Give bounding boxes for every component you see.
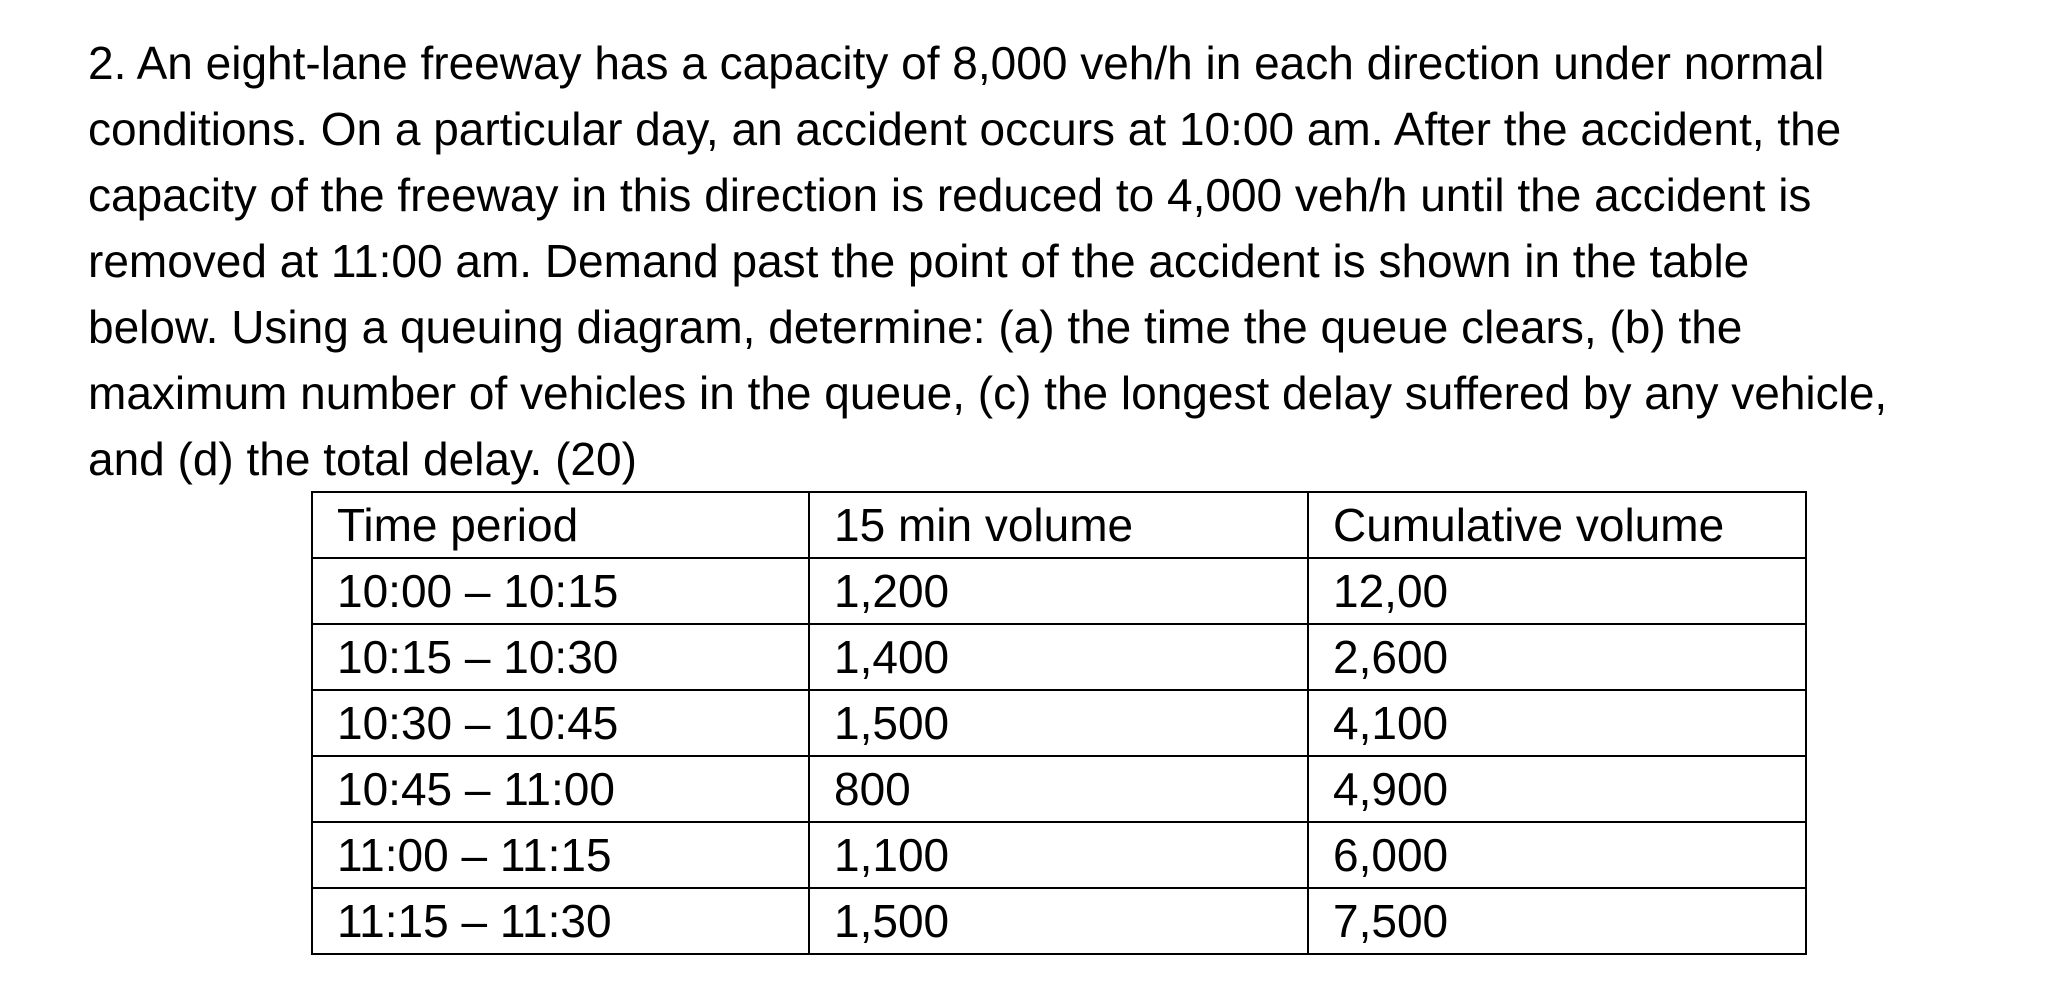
cell-15-min-volume: 800 <box>809 756 1308 822</box>
cell-15-min-volume: 1,400 <box>809 624 1308 690</box>
cell-cumulative-volume: 12,00 <box>1308 558 1806 624</box>
problem-line: maximum number of vehicles in the queue, (c) the longest delay suffered by any vehicle, <box>88 367 1888 419</box>
problem-line: and (d) the total delay. (20) <box>88 433 637 485</box>
cell-time-period: 10:45 – 11:00 <box>312 756 809 822</box>
table-row <box>312 888 1806 954</box>
cell-cumulative-volume: 7,500 <box>1308 888 1806 954</box>
demand-table <box>311 491 1807 955</box>
cell-time-period: 11:00 – 11:15 <box>312 822 809 888</box>
problem-statement <box>88 30 2038 492</box>
cell-time-period: 11:15 – 11:30 <box>312 888 809 954</box>
cell-time-period: 10:30 – 10:45 <box>312 690 809 756</box>
table-row <box>312 690 1806 756</box>
table-row <box>312 822 1806 888</box>
header-15-min-volume: 15 min volume <box>809 492 1308 558</box>
table-row <box>312 756 1806 822</box>
cell-15-min-volume: 1,200 <box>809 558 1308 624</box>
header-cumulative-volume: Cumulative volume <box>1308 492 1806 558</box>
table-row <box>312 558 1806 624</box>
cell-cumulative-volume: 4,900 <box>1308 756 1806 822</box>
table-header-row <box>312 492 1806 558</box>
problem-line: conditions. On a particular day, an accident occurs at 10:00 am. After the accident, the <box>88 103 1842 155</box>
problem-line: capacity of the freeway in this direction is reduced to 4,000 veh/h until the accident is <box>88 169 1812 221</box>
cell-time-period: 10:15 – 10:30 <box>312 624 809 690</box>
cell-cumulative-volume: 4,100 <box>1308 690 1806 756</box>
cell-15-min-volume: 1,100 <box>809 822 1308 888</box>
problem-line: removed at 11:00 am. Demand past the point of the accident is shown in the table <box>88 235 1750 287</box>
cell-15-min-volume: 1,500 <box>809 690 1308 756</box>
cell-cumulative-volume: 2,600 <box>1308 624 1806 690</box>
header-time-period: Time period <box>312 492 809 558</box>
cell-15-min-volume: 1,500 <box>809 888 1308 954</box>
cell-cumulative-volume: 6,000 <box>1308 822 1806 888</box>
cell-time-period: 10:00 – 10:15 <box>312 558 809 624</box>
problem-line: below. Using a queuing diagram, determine: (a) the time the queue clears, (b) the <box>88 301 1743 353</box>
problem-line: 2. An eight-lane freeway has a capacity of 8,000 veh/h in each direction under normal <box>88 37 1825 89</box>
table-row <box>312 624 1806 690</box>
